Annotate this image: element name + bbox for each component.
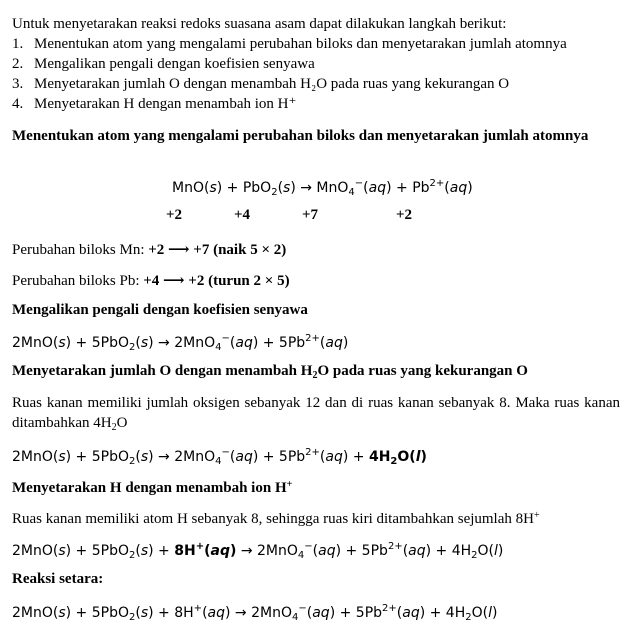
oxidation-number-mn-right: +7: [302, 207, 319, 223]
step-item-2: 2. Mengalikan pengali dengan koefisien senyawa: [12, 56, 315, 72]
oxidation-number-pb-right: +2: [396, 207, 413, 223]
section4-heading: Menyetarakan H dengan menambah ion H+: [12, 479, 293, 496]
section3-text: Ruas kanan memiliki jumlah oksigen sebanyak 12 dan di ruas kanan sebanyak 8. Maka ruas kanan ditambahkan $4H_2O$: [12, 395, 620, 433]
section4-text: Ruas kanan memiliki atom H sebanyak 8, sehingga ruas kiri ditambahkan sejumlah 8H+: [12, 510, 540, 527]
steps-list: [12, 34, 620, 114]
section3-equation: $2MnO(s) + 5PbO_2(s) \to 2MnO_4^-(aq) + 5Pb^{2+}(aq) + 4H_2O(l)$: [12, 447, 427, 467]
biloks-change-pb: Perubahan biloks Pb: +4 ⟶ +2 (turun 2 × 5): [12, 273, 290, 289]
step-item-3: 3. Menyetarakan jumlah O dengan menambah H₂O pada ruas yang kekurangan O: [12, 76, 510, 92]
section5-heading: Reaksi setara:: [12, 571, 104, 587]
oxidation-number-pb-left: +4: [234, 207, 251, 223]
section2-equation: $2MnO(s) + 5PbO_2(s) \to 2MnO_4^-(aq) + 5Pb^{2+}(aq)$: [12, 333, 349, 353]
oxidation-number-mn-left: +2: [166, 207, 183, 223]
section3-heading: Menyetarakan jumlah O dengan menambah $H_2O$ pada ruas yang kekurangan O: [12, 363, 528, 381]
step-item-1: 1. Menentukan atom yang mengalami perubahan biloks dan menyetarakan jumlah atomnya: [12, 36, 567, 52]
step-item-4: 4. Menyetarakan H dengan menambah ion H⁺: [12, 96, 297, 112]
section1-heading: Menentukan atom yang mengalami perubahan biloks dan menyetarakan jumlah atomnya: [12, 128, 589, 144]
section4-equation: $2MnO(s) + 5PbO_2(s) + 8H^+(aq) \to 2MnO_4^-(aq) + 5Pb^{2+}(aq) + 4H_2O(l)$: [12, 541, 504, 561]
section5-equation: $2MnO(s) + 5PbO_2(s) + 8H^+(aq) \to 2MnO_4^-(aq) + 5Pb^{2+}(aq) + 4H_2O(l)$: [12, 603, 498, 623]
intro-text: Untuk menyetarakan reaksi redoks suasana asam dapat dilakukan langkah berikut:: [12, 16, 507, 32]
section2-heading: Mengalikan pengali dengan koefisien senyawa: [12, 302, 308, 318]
biloks-change-mn: Perubahan biloks Mn: +2 ⟶ +7 (naik 5 × 2): [12, 242, 287, 258]
section1-equation: $MnO(s) + PbO_2(s) \to MnO_4^-(aq) + Pb^{2+}(aq)$: [172, 178, 473, 198]
